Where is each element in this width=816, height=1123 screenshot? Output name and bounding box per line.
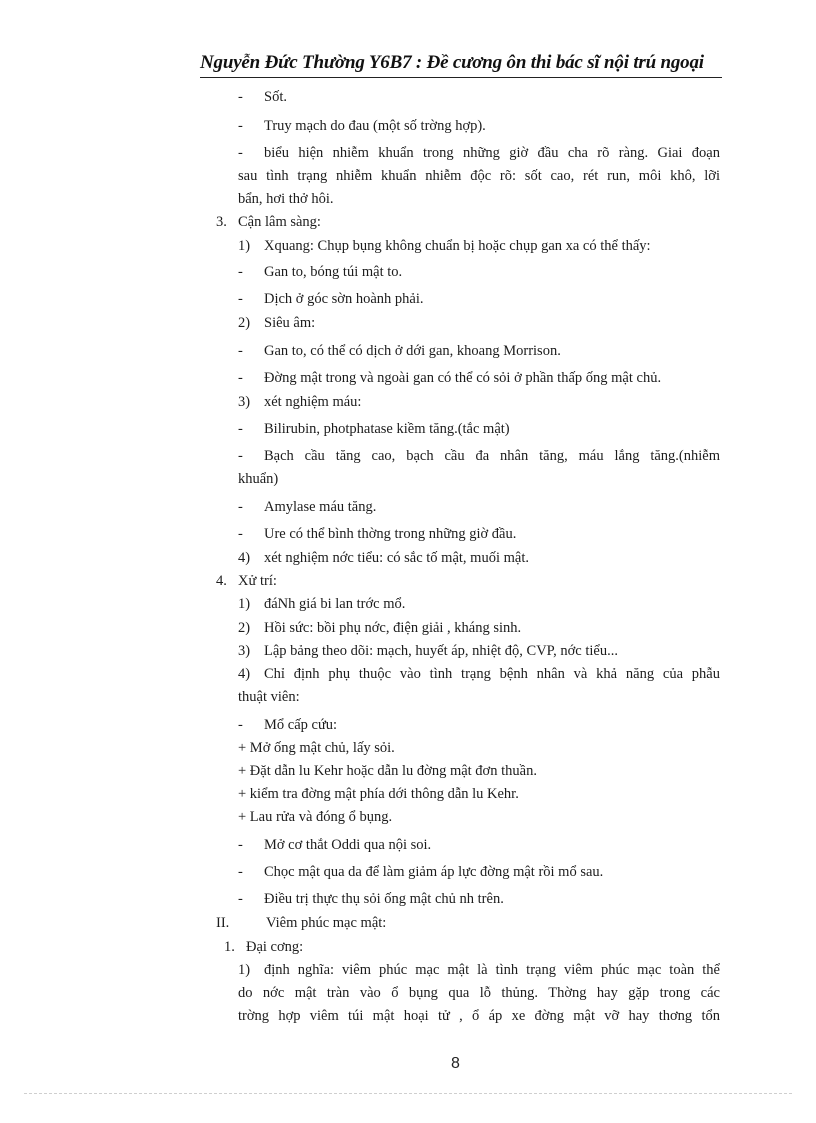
line-text: + Lau rửa và đóng ổ bụng. — [238, 809, 393, 825]
text-line — [238, 807, 392, 827]
line-text: Cận lâm sàng: — [238, 214, 321, 230]
text-line — [238, 524, 516, 544]
line-text: biểu hiện nhiễm khuẩn trong những giờ đầu cha rõ ràng. Giai đoạn — [264, 145, 720, 161]
text-line — [238, 341, 561, 361]
list-marker: - — [238, 891, 243, 907]
page-number: 8 — [451, 1055, 460, 1072]
text-line — [238, 983, 720, 1003]
list-marker: - — [238, 421, 243, 437]
line-text: trờng hợp viêm túi mật hoại tử , ổ áp xe đờng mật vỡ hay thơng tổn — [238, 1008, 720, 1024]
text-line — [238, 419, 510, 439]
list-marker: - — [238, 448, 243, 464]
line-text: Hồi sức: bồi phụ nớc, điện giải , kháng sinh. — [264, 620, 522, 636]
text-line — [238, 116, 486, 136]
list-marker: - — [238, 837, 243, 853]
list-marker: - — [238, 264, 243, 280]
line-text: Gan to, có thể có dịch ở dới gan, khoang Morrison. — [264, 343, 561, 359]
line-text: sau tình trạng nhiễm khuẩn nhiễm độc rõ: sốt cao, rét run, môi khô, lỡi — [238, 168, 720, 184]
line-text: Bilirubin, photphatase kiềm tăng.(tắc mật) — [264, 421, 510, 437]
line-text: Mở cơ thắt Oddi qua nội soi. — [264, 837, 432, 853]
text-line — [238, 960, 720, 980]
text-line — [238, 1006, 720, 1026]
line-text: Mổ cấp cứu: — [264, 717, 338, 733]
line-text: Amylase máu tăng. — [264, 499, 377, 515]
text-line — [238, 262, 402, 282]
text-line — [238, 189, 333, 209]
line-text: đáNh giá bi lan trớc mổ. — [264, 596, 406, 612]
line-text: Dịch ở góc sờn hoành phải. — [264, 291, 424, 307]
line-text: định nghĩa: viêm phúc mạc mật là tình trạng viêm phúc mạc toàn thể — [264, 962, 720, 978]
line-text: Lập bảng theo dõi: mạch, huyết áp, nhiệt độ, CVP, nớc tiểu... — [264, 643, 618, 659]
text-line — [216, 212, 321, 232]
line-text: khuẩn) — [238, 471, 279, 487]
text-line — [238, 87, 287, 107]
line-text: Đờng mật trong và ngoài gan có thể có sỏi ở phần thấp ống mật chủ. — [264, 370, 662, 386]
line-text: Ure có thể bình thờng trong những giờ đầu. — [264, 526, 517, 542]
line-text: Viêm phúc mạc mật: — [266, 915, 387, 931]
list-marker: - — [238, 89, 243, 105]
line-text: do nớc mật tràn vào ổ bụng qua lỗ thủng. Thờng hay gặp trong các — [238, 985, 720, 1001]
line-text: Xquang: Chụp bụng không chuẩn bị hoặc chụp gan xa có thể thấy: — [264, 238, 651, 254]
list-marker: 4) — [238, 550, 251, 566]
line-text: Truy mạch do đau (một số trờng hợp). — [264, 118, 486, 134]
text-line — [238, 469, 278, 489]
text-line — [238, 446, 720, 466]
list-marker: 1. — [224, 939, 235, 955]
list-marker: 3) — [238, 643, 251, 659]
line-text: Đại cơng: — [246, 939, 304, 955]
line-text: xét nghiệm nớc tiểu: có sắc tố mật, muối mật. — [264, 550, 529, 566]
header-title: Nguyễn Đức Thường Y6B7 : Đề cương ôn thi bác sĩ nội trú ngoại — [200, 52, 704, 73]
list-marker: - — [238, 717, 243, 733]
line-text: + kiểm tra đờng mật phía dới thông dẫn lu Kehr. — [238, 786, 519, 802]
text-line — [238, 738, 395, 758]
text-line — [238, 289, 424, 309]
text-line — [238, 497, 376, 517]
line-text: bẩn, hơi thở hôi. — [238, 191, 334, 207]
list-marker: II. — [216, 915, 230, 931]
line-text: Chọc mật qua da để làm giảm áp lực đờng mật rồi mổ sau. — [264, 864, 604, 880]
list-marker: - — [238, 343, 243, 359]
line-text: xét nghiệm máu: — [264, 394, 362, 410]
list-marker: 1) — [238, 596, 251, 612]
list-marker: 4) — [238, 666, 251, 682]
line-text: + Mở ống mật chủ, lấy sỏi. — [238, 740, 395, 756]
list-marker: 1) — [238, 962, 251, 978]
text-line — [238, 548, 529, 568]
text-line — [238, 392, 361, 412]
list-marker: 2) — [238, 315, 251, 331]
list-marker: 4. — [216, 573, 227, 589]
line-text: Siêu âm: — [264, 315, 316, 331]
text-line — [238, 368, 661, 388]
list-marker: - — [238, 291, 243, 307]
line-text: + Đặt dẫn lu Kehr hoặc dẫn lu đờng mật đơn thuần. — [238, 763, 537, 779]
list-marker: - — [238, 526, 243, 542]
text-line — [238, 835, 431, 855]
list-marker: 3) — [238, 394, 251, 410]
list-marker: - — [238, 118, 243, 134]
text-line — [238, 664, 720, 684]
line-text: Điều trị thực thụ sỏi ống mật chủ nh trên. — [264, 891, 504, 907]
text-line — [238, 143, 720, 163]
header-rule — [200, 77, 722, 78]
page-bottom-rule — [24, 1093, 792, 1094]
list-marker: - — [238, 370, 243, 386]
list-marker: - — [238, 499, 243, 515]
text-line — [238, 313, 315, 333]
list-marker: 2) — [238, 620, 251, 636]
line-text: Sốt. — [264, 89, 287, 105]
text-line — [238, 594, 405, 614]
list-marker: 1) — [238, 238, 251, 254]
text-line — [238, 641, 618, 661]
list-marker: - — [238, 145, 243, 161]
text-line — [238, 687, 300, 707]
text-line — [224, 937, 303, 957]
line-text: Xử trí: — [238, 573, 277, 589]
text-line — [216, 913, 386, 933]
list-marker: - — [238, 864, 243, 880]
list-marker: 3. — [216, 214, 227, 230]
text-line — [238, 784, 519, 804]
text-line — [216, 571, 277, 591]
text-line — [238, 761, 537, 781]
text-line — [238, 715, 337, 735]
text-line — [238, 618, 521, 638]
text-line — [238, 862, 603, 882]
text-line — [238, 236, 651, 256]
line-text: Gan to, bóng túi mật to. — [264, 264, 403, 280]
line-text: Chỉ định phụ thuộc vào tình trạng bệnh nhân và khả năng của phẫu — [264, 666, 720, 682]
text-line — [238, 166, 720, 186]
line-text: Bạch cầu tăng cao, bạch cầu đa nhân tăng, máu lắng tăng.(nhiễm — [264, 448, 720, 464]
text-line — [238, 889, 504, 909]
line-text: thuật viên: — [238, 689, 300, 705]
